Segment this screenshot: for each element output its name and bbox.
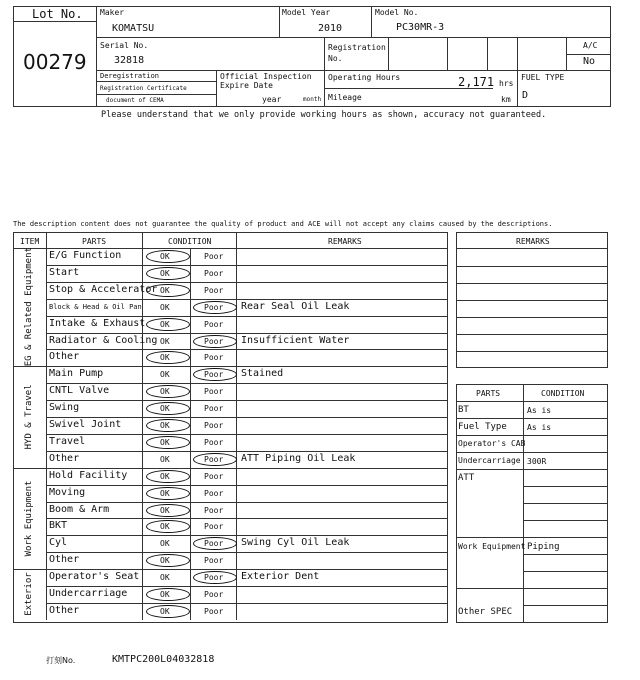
selected-condition-circle <box>146 402 190 415</box>
serial-label: Serial No. <box>100 41 149 50</box>
part-name: Other <box>49 351 80 363</box>
spec-part: Operator's CAB <box>458 439 526 448</box>
condition-ok-option: OK <box>160 590 170 599</box>
condition-ok-option: OK <box>160 471 170 481</box>
lot-label: Lot No. <box>32 7 83 21</box>
condition-ok-option: OK <box>160 302 170 312</box>
remark-text: ATT Piping Oil Leak <box>241 452 356 464</box>
condition-ok-option: OK <box>160 522 170 532</box>
selected-condition-circle <box>146 284 190 297</box>
condition-poor-option: Poor <box>204 268 224 278</box>
year-label: year <box>262 95 282 104</box>
part-name: Travel <box>49 435 86 447</box>
part-name: Moving <box>49 486 86 498</box>
right-remarks-header: REMARKS <box>516 237 550 246</box>
hours-unit: hrs <box>499 79 514 88</box>
selected-condition-circle <box>146 250 190 263</box>
condition-ok-option: OK <box>160 437 170 447</box>
condition-poor-option: Poor <box>204 370 224 380</box>
condition-ok-option: OK <box>160 488 170 498</box>
att-label: ATT <box>458 473 475 483</box>
condition-poor-option: Poor <box>204 421 224 430</box>
spec-condition: 300R <box>527 457 547 466</box>
condition-poor-option: Poor <box>204 539 224 549</box>
maker-value: KOMATSU <box>112 23 155 34</box>
registration-label: Registration No. <box>328 43 386 63</box>
registration-certificate-label: Registration Certificate <box>100 85 187 92</box>
part-name: Other <box>49 452 80 464</box>
mileage-label: Mileage <box>328 93 362 102</box>
remark-text: Insufficient Water <box>241 334 350 346</box>
part-name: Operator's Seat <box>49 571 140 583</box>
condition-ok-option: OK <box>160 556 170 566</box>
spec-part: Fuel Type <box>458 422 507 432</box>
part-name: BKT <box>49 520 68 532</box>
description-disclaimer: The description content does not guarantee the quality of product and ACE will not accept any claims caused by the descriptions. <box>13 220 553 228</box>
item-group-label: HYD & Travel <box>24 384 34 450</box>
condition-poor-option: Poor <box>204 285 224 295</box>
item-group-label: Work Equipment <box>24 480 34 557</box>
operating-hours-label: Operating Hours <box>328 73 401 82</box>
condition-poor-option: Poor <box>204 437 224 447</box>
inspection-label: Official Inspection Expire Date <box>220 72 312 90</box>
maker-label: Maker <box>100 8 125 17</box>
condition-ok-option: OK <box>160 336 170 346</box>
part-name: Stop & Accelerator <box>49 283 158 295</box>
condition-ok-option: OK <box>160 606 170 616</box>
part-name: Other <box>49 554 80 566</box>
lot-number: 00279 <box>23 50 87 74</box>
part-name: Swivel Joint <box>49 419 122 430</box>
condition-poor-option: Poor <box>204 353 224 363</box>
selected-condition-circle <box>146 318 190 331</box>
part-name: Intake & Exhaust <box>49 317 146 329</box>
remark-text: Swing Cyl Oil Leak <box>241 537 350 549</box>
part-name: Cyl <box>49 537 68 549</box>
work-equipment-value: Piping <box>527 542 560 552</box>
condition-ok-option: OK <box>160 252 170 261</box>
serial-value: 32818 <box>114 55 145 66</box>
condition-poor-option: Poor <box>204 252 224 261</box>
condition-poor-option: Poor <box>204 488 224 498</box>
part-name: Start <box>49 266 80 278</box>
operating-hours-value: 2,171 <box>458 75 495 89</box>
condition-ok-option: OK <box>160 404 170 414</box>
model-year-value: 2010 <box>318 23 343 34</box>
stamp-number: KMTPC200L04032818 <box>112 654 215 665</box>
condition-poor-option: Poor <box>204 387 224 397</box>
spec-condition: As is <box>527 406 552 415</box>
condition-ok-option: OK <box>160 539 170 549</box>
selected-condition-circle <box>146 605 190 618</box>
remark-text: Stained <box>241 368 284 380</box>
col-remarks-header: REMARKS <box>328 237 362 246</box>
part-name: Boom & Arm <box>49 503 110 515</box>
selected-condition-circle <box>193 453 237 466</box>
selected-condition-circle <box>146 588 190 601</box>
item-group-label: Exterior <box>24 572 34 617</box>
condition-ok-option: OK <box>160 387 170 397</box>
condition-poor-option: Poor <box>204 556 224 566</box>
condition-poor-option: Poor <box>204 302 224 312</box>
fuel-type-value: D <box>522 90 529 101</box>
deregistration-label: Deregistration <box>100 72 160 80</box>
part-name: Other <box>49 604 80 616</box>
selected-condition-circle <box>193 571 237 584</box>
working-hours-notice: Please understand that we only provide working hours as shown, accuracy not guaranteed. <box>101 110 547 120</box>
spec-part: BT <box>458 405 469 415</box>
km-unit: km <box>501 95 511 104</box>
selected-condition-circle <box>146 436 190 449</box>
condition-ok-option: OK <box>160 454 170 464</box>
condition-poor-option: Poor <box>204 606 224 616</box>
col-parts-header: PARTS <box>82 237 107 246</box>
condition-ok-option: OK <box>160 370 170 380</box>
part-name: Undercarriage <box>49 588 128 599</box>
part-name: Hold Facility <box>49 469 128 481</box>
condition-ok-option: OK <box>160 353 170 363</box>
condition-poor-option: Poor <box>204 336 224 346</box>
cema-label: document of CEMA <box>106 97 164 104</box>
part-name: E/G Function <box>49 250 122 261</box>
condition-poor-option: Poor <box>204 573 224 583</box>
condition-poor-option: Poor <box>204 505 224 515</box>
stamp-label: 打刻No. <box>46 656 76 665</box>
condition-ok-option: OK <box>160 268 170 278</box>
other-spec-label: Other SPEC <box>458 607 513 617</box>
condition-ok-option: OK <box>160 319 170 329</box>
selected-condition-circle <box>146 504 190 517</box>
work-equipment-label: Work Equipment <box>458 542 526 551</box>
selected-condition-circle <box>146 470 190 483</box>
ac-label: A/C <box>583 41 598 50</box>
model-no-label: Model No. <box>375 8 419 17</box>
month-label: month <box>303 96 322 103</box>
condition-ok-option: OK <box>160 421 170 430</box>
col-condition-header: CONDITION <box>168 237 212 246</box>
part-name: Swing <box>49 402 80 414</box>
remark-text: Exterior Dent <box>241 571 320 583</box>
selected-condition-circle <box>146 487 190 500</box>
model-no-value: PC30MR-3 <box>396 22 445 33</box>
remark-text: Rear Seal Oil Leak <box>241 300 350 312</box>
condition-ok-option: OK <box>160 285 170 295</box>
condition-ok-option: OK <box>160 505 170 515</box>
condition-ok-option: OK <box>160 573 170 583</box>
condition-poor-option: Poor <box>204 404 224 414</box>
condition-poor-option: Poor <box>204 454 224 464</box>
part-name: CNTL Valve <box>49 385 110 397</box>
model-year-label: Model Year <box>282 8 331 17</box>
part-name: Radiator & Cooling <box>49 334 158 346</box>
selected-condition-circle <box>193 335 237 348</box>
ac-value: No <box>583 56 596 67</box>
col-item-header: ITEM <box>20 237 40 246</box>
condition-poor-option: Poor <box>204 590 224 599</box>
selected-condition-circle <box>146 267 190 280</box>
spec-condition-header: CONDITION <box>541 389 585 398</box>
spec-parts-header: PARTS <box>476 389 501 398</box>
part-name: Main Pump <box>49 368 104 380</box>
spec-part: Undercarriage <box>458 456 521 465</box>
condition-poor-option: Poor <box>204 522 224 532</box>
item-group-label: EG & Related Equipment <box>24 247 34 367</box>
spec-condition: As is <box>527 423 552 432</box>
condition-poor-option: Poor <box>204 471 224 481</box>
fuel-type-label: FUEL TYPE <box>521 73 565 82</box>
selected-condition-circle <box>193 301 237 314</box>
condition-poor-option: Poor <box>204 319 224 329</box>
part-name: Block & Head & Oil Pan <box>49 302 142 311</box>
selected-condition-circle <box>146 419 190 432</box>
